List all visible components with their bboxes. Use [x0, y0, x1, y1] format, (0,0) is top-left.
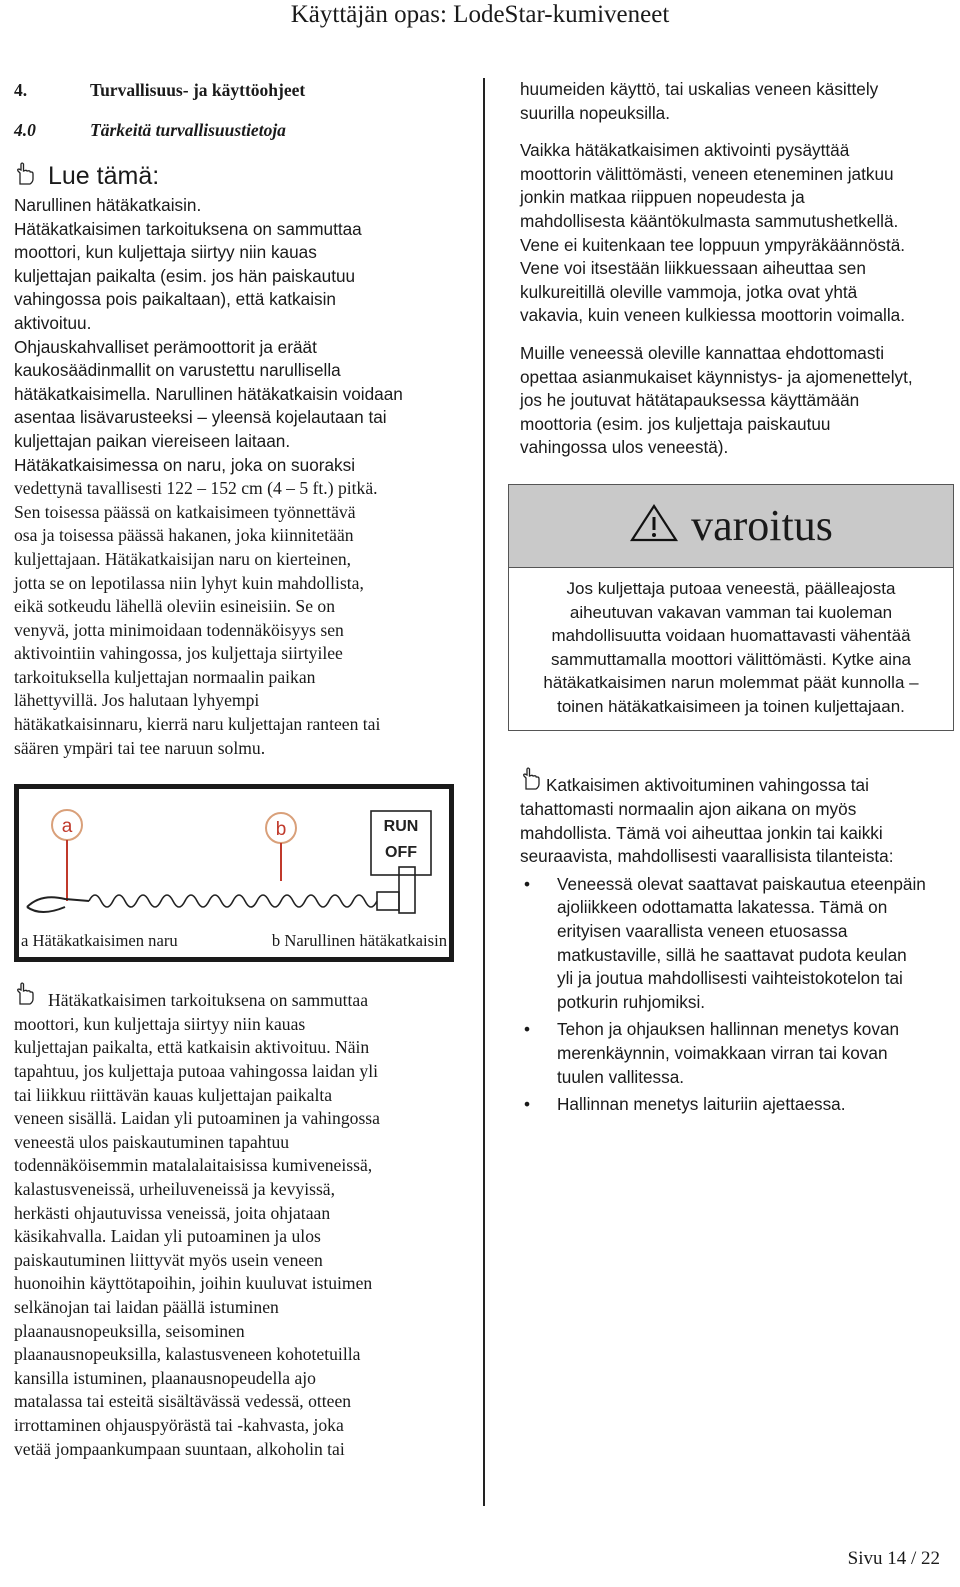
text-line: hätäkatkaisimella. Narullinen hätäkatkaisin voidaan	[14, 383, 403, 404]
warning-header	[509, 485, 953, 568]
continued-paragraph	[520, 78, 952, 125]
text-line: toinen hätäkatkaisimeen ja toinen kuljettajaan.	[557, 696, 905, 716]
text-line: Ohjauskahvalliset perämoottorit ja eräät	[14, 336, 317, 357]
text-line: aktivointiin vahingossa, jos kuljettaja siirtyilee	[14, 643, 343, 664]
purpose-first-line	[14, 982, 454, 1013]
switch-off-label: OFF	[385, 844, 417, 862]
text-line: mahdollisesta kääntökulmasta sammutushetkellä.	[520, 210, 899, 231]
list-item	[520, 1093, 952, 1117]
text-line: Jos kuljettaja putoaa veneestä, päälleajosta	[566, 578, 896, 598]
text-line: jotta se on lepotilassa niin lyhyt kuin mahdollista,	[14, 572, 364, 593]
section-number: 4.	[14, 80, 28, 100]
text-line: käsikahvalla. Laidan yli putoaminen ja ulos	[14, 1226, 321, 1247]
figure-caption	[21, 931, 447, 951]
text-line: seuraavista, mahdollisesti vaarallisista tilanteista:	[520, 846, 894, 867]
subsection-heading	[14, 118, 454, 142]
accidental-activation-paragraph	[520, 767, 952, 868]
text-line: merenkäynnin, voimakkaan virran tai kovan	[557, 1043, 888, 1063]
text-line: asentaa lisävarusteeksi – yleensä kojelautaan tai	[14, 407, 387, 428]
list-item	[520, 873, 952, 1015]
text-line: potkurin ruhjomiksi.	[557, 991, 706, 1012]
text-line: Sen toisessa päässä on katkaisimeen työnnettävä	[14, 501, 356, 522]
text-line: moottori, kun kuljettaja siirtyy niin kauas	[14, 1013, 306, 1034]
text-line: mahdollisuutta voidaan huomattavasti vähentää	[551, 626, 911, 646]
text-line: matalassa tai esteitä sisältävässä vedessä, otteen	[14, 1391, 352, 1412]
text-line: kuljettajaan. Hätäkatkaisijan naru on kierteinen,	[14, 548, 352, 569]
text-line: hätäkatkaisinnaru, kierrä naru kuljettajan ranteen tai	[14, 714, 381, 735]
text-line: Vaikka hätäkatkaisimen aktivointi pysäyttää	[520, 140, 850, 161]
instruct-others-paragraph	[520, 342, 952, 460]
right-column	[520, 78, 952, 1117]
text-line: moottorin välittömästi, veneen eteneminen jatkuu	[520, 163, 894, 184]
warning-box	[508, 484, 954, 732]
text-line: plaanausnopeuksilla, seisominen	[14, 1320, 245, 1341]
read-this-heading	[14, 162, 454, 191]
bullet-icon: •	[524, 1019, 531, 1040]
text-line: kansilla istuminen, plaanausnopeudella ajo	[14, 1367, 316, 1388]
text-line: jos he joutuvat hätätapauksessa käyttämään	[520, 390, 860, 411]
intro-paragraph	[14, 194, 454, 477]
text-line: opettaa asianmukaiset käynnistys- ja ajomenettelyt,	[520, 366, 913, 387]
text-line: veneestä ulos paiskautuminen tapahtuu	[14, 1131, 290, 1152]
label-b: b	[275, 819, 287, 841]
text-line: sammuttamalla moottori välittömästi. Kytke aina	[551, 649, 911, 669]
text-line: kuljettajan paikalta (esim. jos hän paiskautuu	[14, 265, 356, 286]
text-line: mahdollista. Tämä voi aiheuttaa jonkin tai kaikki	[520, 822, 883, 843]
text-line: vakavia, kuin veneen kulkiessa moottorin voimalla.	[520, 305, 905, 326]
text-line: kuljettajan paikalta, että katkaisin aktivoituu. Näin	[14, 1037, 370, 1058]
text-line: osa ja toisessa päässä hakanen, joka kiinnitetään	[14, 525, 354, 546]
text-line: aiheutuvan vakavan vamman tai kuoleman	[569, 602, 893, 622]
text-line: Hallinnan menetys laituriin ajettaessa.	[557, 1094, 846, 1115]
pointing-hand-icon	[14, 162, 36, 191]
warning-body	[509, 568, 953, 731]
text-line: hätäkatkaisimen narun molemmat päät kunnolla –	[543, 673, 919, 693]
text-line: Veneessä olevat saattavat paiskautua eteenpäin	[557, 873, 926, 894]
text-line: vahingossa ulos veneestä).	[520, 437, 729, 458]
lanyard-figure	[14, 784, 454, 962]
warning-title: varoitus	[691, 501, 833, 551]
text-line: jonkin matkaa riippuen nopeudesta ja	[520, 187, 805, 208]
read-this-label: Lue tämä:	[48, 162, 160, 190]
text-line: aktivoituu.	[14, 312, 92, 333]
pointing-hand-icon	[14, 982, 36, 1013]
text-line: Narullinen hätäkatkaisin.	[14, 195, 202, 215]
text-line: irrottaminen ohjauspyörästä tai -kahvasta, joka	[14, 1414, 344, 1435]
left-column	[14, 78, 454, 1461]
text-line: kulkureitillä oleville vammoja, jotka ovat yhtä	[520, 281, 858, 302]
text-line: vedettynä tavallisesti 122 – 152 cm (4 – 5 ft.) pitkä.	[14, 478, 378, 499]
text-line: tarkoituksella kuljettajan normaalin paikan	[14, 666, 316, 687]
text-line: veneen sisällä. Laidan yli putoaminen ja vahingossa	[14, 1108, 380, 1129]
text-line: Vene voi itsestään liikkuessaan aiheuttaa sen	[520, 258, 866, 279]
text-line: Hätäkatkaisimen tarkoituksena on sammuttaa	[14, 218, 362, 239]
bullet-icon: •	[524, 873, 531, 894]
caption-b: b Narullinen hätäkatkaisin	[271, 931, 447, 951]
text-line: yli ja joutua mahdollisesti vaihteistokotelon tai	[557, 968, 903, 989]
accidental-first-line	[520, 767, 952, 798]
text-line: eikä sotkeudu lähellä oleviin esineisiin. Se on	[14, 596, 336, 617]
text-line: moottori, kun kuljettaja siirtyy niin kauas	[14, 242, 317, 263]
text-line: paiskautuminen liittyvät myös usein veneen	[14, 1249, 323, 1270]
list-item	[520, 1018, 952, 1089]
text-line: tuulen vallitessa.	[557, 1066, 685, 1087]
text-line: Hätäkatkaisimessa on naru, joka on suoraksi	[14, 454, 356, 475]
section-heading	[14, 78, 454, 102]
purpose-paragraph	[14, 982, 454, 1461]
text-line: Tehon ja ohjauksen hallinnan menetys kovan	[557, 1019, 900, 1040]
warning-triangle-icon	[629, 503, 679, 548]
text-line: herkästi ohjautuvissa veneissä, joita ohjataan	[14, 1202, 331, 1223]
text-line: plaanausnopeuksilla, kalastusveneen kohotetuilla	[14, 1344, 361, 1365]
subsection-title: Tärkeitä turvallisuustietoja	[90, 120, 286, 140]
momentum-paragraph	[520, 139, 952, 328]
text-line: moottoria (esim. jos kuljettaja paiskautuu	[520, 413, 831, 434]
text-line: matkustaville, sillä he saattavat pudota keulan	[557, 944, 907, 965]
lanyard-illustration	[19, 789, 449, 919]
page-number: Sivu 14 / 22	[847, 1548, 940, 1569]
text-line: säären ympäri tai tee naruun solmu.	[14, 737, 266, 758]
text-line: suurilla nopeuksilla.	[520, 102, 670, 123]
switch-run-label: RUN	[383, 818, 419, 836]
label-a: a	[61, 816, 73, 838]
column-divider	[483, 78, 485, 1506]
text-line: ajoliikkeen odottamatta lakatessa. Tämä on	[557, 897, 888, 918]
section-title: Turvallisuus- ja käyttöohjeet	[90, 80, 306, 100]
text-line: tai liikkuu riittävän kauas kuljettajan paikalta	[14, 1084, 333, 1105]
text-line: lähettyvillä. Jos halutaan lyhyempi	[14, 690, 260, 711]
bullet-icon: •	[524, 1094, 531, 1115]
pointing-hand-icon	[520, 767, 542, 798]
text-line: todennäköisemmin matalalaitaisissa kumiveneissä,	[14, 1155, 373, 1176]
text-line: kaukosäädinmallit on varustettu narullisella	[14, 360, 341, 381]
text-line: vahingossa pois paikaltaan), että katkaisin	[14, 289, 336, 310]
text-line: tapahtuu, jos kuljettaja putoaa vahingossa laidan yli	[14, 1061, 379, 1082]
text-line: selkänojan tai laidan päällä istuminen	[14, 1296, 279, 1317]
text-line: erityisen vaarallista veneen etuosassa	[557, 921, 848, 942]
text-line: Katkaisimen aktivoituminen vahingossa tai	[546, 775, 869, 796]
text-line: tahattomasti normaalin ajon aikana on myös	[520, 799, 857, 820]
caption-a: a Hätäkatkaisimen naru	[21, 931, 178, 951]
page-header: Käyttäjän opas: LodeStar-kumiveneet	[290, 1, 670, 28]
text-line: huumeiden käyttö, tai uskalias veneen käsittely	[520, 79, 879, 99]
lanyard-paragraph	[14, 477, 454, 760]
text-line: kuljettajan paikan viereiseen laitaan.	[14, 430, 291, 451]
text-line: Muille veneessä oleville kannattaa ehdottomasti	[520, 342, 885, 363]
text-line: venyvä, jotta minimoidaan todennäköisyys sen	[14, 619, 344, 640]
subsection-number: 4.0	[14, 120, 36, 140]
text-line: huonoihin käyttötapoihin, joihin kuuluvat istuimen	[14, 1273, 373, 1294]
text-line: Hätäkatkaisimen tarkoituksena on sammuttaa	[48, 990, 369, 1011]
text-line: Vene ei kuitenkaan tee loppuun ympyräkäännöstä.	[520, 234, 906, 255]
text-line: kalastusveneissä, urheiluveneissä ja kevyissä,	[14, 1179, 336, 1199]
hazard-list	[520, 873, 952, 1117]
text-line: vetää jompaankumpaan suuntaan, alkoholin tai	[14, 1438, 345, 1459]
